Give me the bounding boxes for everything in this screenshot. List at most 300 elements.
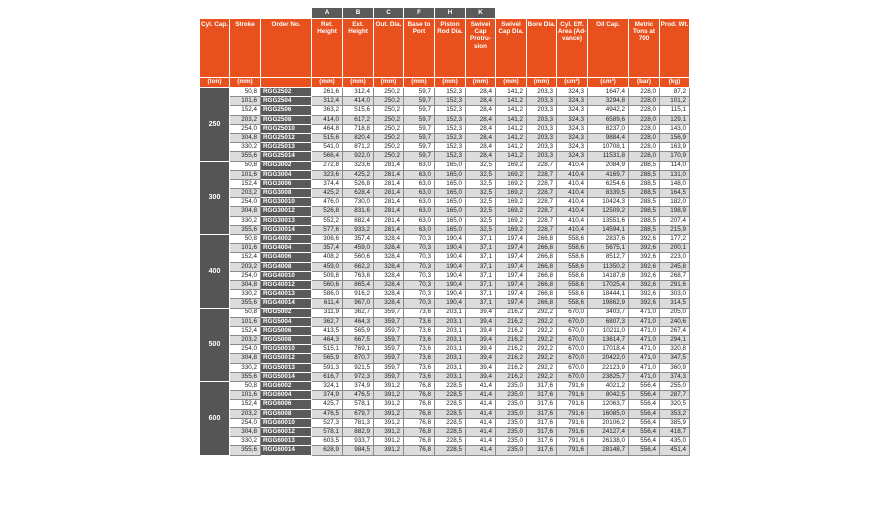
order-number-cell: RGG25012: [261, 133, 312, 142]
metric-tons-cell: 471,0: [629, 308, 660, 317]
effective-area-cell: 670,0: [557, 372, 588, 381]
metric-tons-cell: 288,5: [629, 179, 660, 188]
swivel-cap-diameter-cell: 235,0: [496, 446, 527, 455]
bore-diameter-cell: 317,6: [527, 400, 557, 409]
base-to-port-cell: 73,6: [404, 363, 435, 372]
base-to-port-cell: 70,3: [404, 253, 435, 262]
retracted-height-cell: 306,6: [312, 235, 343, 244]
order-number-cell: RGG40010: [261, 271, 312, 280]
base-to-port-cell: 73,6: [404, 354, 435, 363]
bore-diameter-cell: 228,7: [527, 198, 557, 207]
oil-capacity-cell: 12509,2: [588, 207, 629, 216]
base-to-port-cell: 73,6: [404, 326, 435, 335]
metric-tons-cell: 228,0: [629, 115, 660, 124]
base-to-port-cell: 70,3: [404, 290, 435, 299]
swivel-cap-diameter-cell: 216,2: [496, 326, 527, 335]
piston-rod-diameter-cell: 152,3: [435, 124, 466, 133]
piston-rod-diameter-cell: 165,0: [435, 198, 466, 207]
piston-rod-diameter-cell: 152,3: [435, 143, 466, 152]
oil-capacity-cell: 19862,9: [588, 299, 629, 308]
metric-tons-cell: 556,4: [629, 427, 660, 436]
stroke-cell: 50,8: [230, 88, 261, 97]
metric-tons-cell: 471,0: [629, 372, 660, 381]
effective-area-cell: 410,4: [557, 216, 588, 225]
outside-diameter-cell: 281,4: [374, 198, 404, 207]
header-order-number: Order No.: [261, 19, 312, 78]
swivel-cap-diameter-cell: 169,2: [496, 170, 527, 179]
stroke-cell: 101,6: [230, 244, 261, 253]
effective-area-cell: 670,0: [557, 308, 588, 317]
effective-area-cell: 558,6: [557, 280, 588, 289]
unit-label: (mm): [343, 78, 374, 88]
order-number-cell: RGG4008: [261, 262, 312, 271]
outside-diameter-cell: 359,7: [374, 336, 404, 345]
piston-rod-diameter-cell: 190,4: [435, 244, 466, 253]
oil-capacity-cell: 14187,8: [588, 271, 629, 280]
effective-area-cell: 670,0: [557, 336, 588, 345]
piston-rod-diameter-cell: 228,5: [435, 427, 466, 436]
swivel-cap-diameter-cell: 216,2: [496, 354, 527, 363]
effective-area-cell: 410,4: [557, 179, 588, 188]
oil-capacity-cell: 3403,7: [588, 308, 629, 317]
bore-diameter-cell: 292,2: [527, 345, 557, 354]
swivel-cap-diameter-cell: 169,2: [496, 179, 527, 188]
retracted-height-cell: 408,2: [312, 253, 343, 262]
swivel-cap-diameter-cell: 141,2: [496, 88, 527, 97]
extended-height-cell: 916,2: [343, 290, 374, 299]
swivel-cap-diameter-cell: 197,4: [496, 244, 527, 253]
bore-diameter-cell: 266,8: [527, 235, 557, 244]
piston-rod-diameter-cell: 190,4: [435, 262, 466, 271]
base-to-port-cell: 70,3: [404, 235, 435, 244]
stroke-cell: 203,2: [230, 115, 261, 124]
order-number-cell: RGG60013: [261, 437, 312, 446]
table-row: [200, 143, 690, 152]
stroke-cell: 330,2: [230, 437, 261, 446]
table-row: [200, 207, 690, 216]
oil-capacity-cell: 4169,7: [588, 170, 629, 179]
order-number-cell: RGG3006: [261, 179, 312, 188]
outside-diameter-cell: 391,2: [374, 409, 404, 418]
table-row: [200, 317, 690, 326]
header-outside-diameter: Out. Dia.: [374, 19, 404, 78]
order-number-cell: RGG2506: [261, 106, 312, 115]
piston-rod-diameter-cell: 190,4: [435, 253, 466, 262]
order-number-cell: RGG6004: [261, 391, 312, 400]
retracted-height-cell: 464,3: [312, 336, 343, 345]
swivel-cap-protrusion-cell: 28,4: [466, 97, 496, 106]
order-number-cell: RGG50010: [261, 345, 312, 354]
effective-area-cell: 558,6: [557, 235, 588, 244]
stroke-cell: 330,2: [230, 363, 261, 372]
order-number-cell: RGG30010: [261, 198, 312, 207]
table-row: [200, 290, 690, 299]
outside-diameter-cell: 281,4: [374, 207, 404, 216]
effective-area-cell: 558,6: [557, 253, 588, 262]
swivel-cap-protrusion-cell: 32,5: [466, 207, 496, 216]
outside-diameter-cell: 391,2: [374, 391, 404, 400]
order-number-cell: RGG30013: [261, 216, 312, 225]
product-weight-cell: 156,9: [660, 133, 690, 142]
extended-height-cell: 865,4: [343, 280, 374, 289]
extended-height-cell: 357,4: [343, 235, 374, 244]
oil-capacity-cell: 12063,7: [588, 400, 629, 409]
stroke-cell: 304,8: [230, 133, 261, 142]
swivel-cap-diameter-cell: 235,0: [496, 400, 527, 409]
retracted-height-cell: 526,8: [312, 207, 343, 216]
bore-diameter-cell: 203,3: [527, 115, 557, 124]
table-row: [200, 216, 690, 225]
order-number-cell: RGG3008: [261, 189, 312, 198]
outside-diameter-cell: 359,7: [374, 354, 404, 363]
table-row: [200, 97, 690, 106]
base-to-port-cell: 59,7: [404, 133, 435, 142]
stroke-cell: 50,8: [230, 382, 261, 391]
extended-height-cell: 718,8: [343, 124, 374, 133]
swivel-cap-protrusion-cell: 32,5: [466, 216, 496, 225]
unit-label: (cm²): [557, 78, 588, 88]
base-to-port-cell: 59,7: [404, 97, 435, 106]
metric-tons-cell: 288,5: [629, 170, 660, 179]
piston-rod-diameter-cell: 165,0: [435, 225, 466, 234]
base-to-port-cell: 73,6: [404, 308, 435, 317]
retracted-height-cell: 577,6: [312, 225, 343, 234]
outside-diameter-cell: 328,4: [374, 280, 404, 289]
unit-label: [261, 78, 312, 88]
spec-table-container: [199, 7, 690, 456]
table-row: [200, 189, 690, 198]
table-row: [200, 198, 690, 207]
swivel-cap-protrusion-cell: 37,1: [466, 271, 496, 280]
swivel-cap-diameter-cell: 235,0: [496, 391, 527, 400]
piston-rod-diameter-cell: 152,3: [435, 97, 466, 106]
outside-diameter-cell: 391,2: [374, 400, 404, 409]
stroke-cell: 101,6: [230, 97, 261, 106]
piston-rod-diameter-cell: 228,5: [435, 437, 466, 446]
retracted-height-cell: 324,1: [312, 382, 343, 391]
swivel-cap-protrusion-cell: 37,1: [466, 235, 496, 244]
product-weight-cell: 303,0: [660, 290, 690, 299]
stroke-cell: 355,6: [230, 225, 261, 234]
piston-rod-diameter-cell: 152,3: [435, 88, 466, 97]
retracted-height-cell: 527,3: [312, 418, 343, 427]
outside-diameter-cell: 328,4: [374, 271, 404, 280]
effective-area-cell: 324,3: [557, 143, 588, 152]
header-cylinder-capacity: Cyl. Cap.: [200, 19, 230, 78]
piston-rod-diameter-cell: 228,5: [435, 418, 466, 427]
bore-diameter-cell: 317,6: [527, 427, 557, 436]
outside-diameter-cell: 328,4: [374, 299, 404, 308]
bore-diameter-cell: 292,2: [527, 317, 557, 326]
bore-diameter-cell: 266,8: [527, 262, 557, 271]
table-row: [200, 345, 690, 354]
header-oil-capacity: Oil Cap.: [588, 19, 629, 78]
metric-tons-cell: 392,6: [629, 244, 660, 253]
order-number-cell: RGG5008: [261, 336, 312, 345]
product-weight-cell: 245,8: [660, 262, 690, 271]
swivel-cap-protrusion-cell: 41,4: [466, 400, 496, 409]
retracted-height-cell: 560,6: [312, 280, 343, 289]
retracted-height-cell: 425,7: [312, 400, 343, 409]
product-weight-cell: 215,9: [660, 225, 690, 234]
swivel-cap-protrusion-cell: 39,4: [466, 336, 496, 345]
base-to-port-cell: 76,8: [404, 418, 435, 427]
effective-area-cell: 558,6: [557, 299, 588, 308]
product-weight-cell: 200,1: [660, 244, 690, 253]
cylinder-spec-table: [199, 7, 690, 456]
table-row: [200, 400, 690, 409]
base-to-port-cell: 63,0: [404, 216, 435, 225]
stroke-cell: 355,6: [230, 299, 261, 308]
base-to-port-cell: 63,0: [404, 189, 435, 198]
table-row: [200, 363, 690, 372]
table-row: [200, 161, 690, 170]
metric-tons-cell: 471,0: [629, 317, 660, 326]
bore-diameter-cell: 266,8: [527, 244, 557, 253]
base-to-port-cell: 76,8: [404, 391, 435, 400]
bore-diameter-cell: 203,3: [527, 124, 557, 133]
base-to-port-cell: 63,0: [404, 170, 435, 179]
effective-area-cell: 791,6: [557, 382, 588, 391]
swivel-cap-protrusion-cell: 39,4: [466, 326, 496, 335]
order-number-cell: RGG25010: [261, 124, 312, 133]
swivel-cap-diameter-cell: 216,2: [496, 317, 527, 326]
swivel-cap-protrusion-cell: 41,4: [466, 382, 496, 391]
effective-area-cell: 410,4: [557, 207, 588, 216]
table-row: [200, 88, 690, 97]
extended-height-cell: 662,2: [343, 262, 374, 271]
swivel-cap-protrusion-cell: 39,4: [466, 354, 496, 363]
base-to-port-cell: 59,7: [404, 106, 435, 115]
swivel-cap-diameter-cell: 197,4: [496, 253, 527, 262]
product-weight-cell: 291,6: [660, 280, 690, 289]
swivel-cap-protrusion-cell: 28,4: [466, 115, 496, 124]
oil-capacity-cell: 5675,1: [588, 244, 629, 253]
metric-tons-cell: 392,6: [629, 262, 660, 271]
extended-height-cell: 933,7: [343, 437, 374, 446]
extended-height-cell: 921,5: [343, 363, 374, 372]
extended-height-cell: 459,0: [343, 244, 374, 253]
order-number-cell: RGG25013: [261, 143, 312, 152]
piston-rod-diameter-cell: 190,4: [435, 290, 466, 299]
oil-capacity-cell: 10211,0: [588, 326, 629, 335]
outside-diameter-cell: 250,2: [374, 115, 404, 124]
product-weight-cell: 131,0: [660, 170, 690, 179]
oil-capacity-cell: 4942,2: [588, 106, 629, 115]
product-weight-cell: 205,0: [660, 308, 690, 317]
stroke-cell: 152,4: [230, 400, 261, 409]
stroke-cell: 304,8: [230, 354, 261, 363]
bore-diameter-cell: 228,7: [527, 170, 557, 179]
base-to-port-cell: 59,7: [404, 88, 435, 97]
effective-area-cell: 324,3: [557, 133, 588, 142]
unit-label: (bar): [629, 78, 660, 88]
extended-height-cell: 323,6: [343, 161, 374, 170]
base-to-port-cell: 63,0: [404, 179, 435, 188]
swivel-cap-diameter-cell: 216,2: [496, 345, 527, 354]
bore-diameter-cell: 292,2: [527, 308, 557, 317]
metric-tons-cell: 228,0: [629, 88, 660, 97]
stroke-cell: 101,6: [230, 170, 261, 179]
swivel-cap-diameter-cell: 169,2: [496, 207, 527, 216]
retracted-height-cell: 603,5: [312, 437, 343, 446]
oil-capacity-cell: 17018,4: [588, 345, 629, 354]
stroke-cell: 50,8: [230, 235, 261, 244]
swivel-cap-diameter-cell: 235,0: [496, 427, 527, 436]
product-weight-cell: 177,2: [660, 235, 690, 244]
effective-area-cell: 670,0: [557, 317, 588, 326]
effective-area-cell: 558,6: [557, 262, 588, 271]
extended-height-cell: 476,5: [343, 391, 374, 400]
outside-diameter-cell: 281,4: [374, 161, 404, 170]
order-number-cell: RGG2504: [261, 97, 312, 106]
stroke-cell: 330,2: [230, 143, 261, 152]
retracted-height-cell: 552,2: [312, 216, 343, 225]
swivel-cap-protrusion-cell: 37,1: [466, 244, 496, 253]
oil-capacity-cell: 8237,0: [588, 124, 629, 133]
order-number-cell: RGG5004: [261, 317, 312, 326]
bore-diameter-cell: 203,3: [527, 143, 557, 152]
product-weight-cell: 294,1: [660, 336, 690, 345]
piston-rod-diameter-cell: 228,5: [435, 382, 466, 391]
dimension-letter: H: [435, 8, 466, 19]
outside-diameter-cell: 359,7: [374, 317, 404, 326]
table-row: [200, 372, 690, 381]
units-row: [200, 78, 690, 88]
swivel-cap-protrusion-cell: 28,4: [466, 143, 496, 152]
product-weight-cell: 347,5: [660, 354, 690, 363]
bore-diameter-cell: 228,7: [527, 179, 557, 188]
retracted-height-cell: 425,2: [312, 189, 343, 198]
outside-diameter-cell: 281,4: [374, 179, 404, 188]
oil-capacity-cell: 22123,9: [588, 363, 629, 372]
base-to-port-cell: 76,8: [404, 437, 435, 446]
table-row: [200, 299, 690, 308]
bore-diameter-cell: 266,8: [527, 280, 557, 289]
retracted-height-cell: 464,8: [312, 124, 343, 133]
swivel-cap-protrusion-cell: 28,4: [466, 133, 496, 142]
base-to-port-cell: 59,7: [404, 124, 435, 133]
metric-tons-cell: 471,0: [629, 363, 660, 372]
outside-diameter-cell: 391,2: [374, 446, 404, 455]
swivel-cap-diameter-cell: 197,4: [496, 271, 527, 280]
extended-height-cell: 882,4: [343, 216, 374, 225]
dimension-letter: A: [312, 8, 343, 19]
effective-area-cell: 324,3: [557, 124, 588, 133]
oil-capacity-cell: 11350,2: [588, 262, 629, 271]
header-retracted-height: Ret. Height: [312, 19, 343, 78]
retracted-height-cell: 311,9: [312, 308, 343, 317]
order-number-cell: RGG50013: [261, 363, 312, 372]
extended-height-cell: 820,4: [343, 133, 374, 142]
product-weight-cell: 223,0: [660, 253, 690, 262]
stroke-cell: 50,8: [230, 161, 261, 170]
oil-capacity-cell: 6807,3: [588, 317, 629, 326]
table-body: [200, 88, 690, 456]
stroke-cell: 304,8: [230, 427, 261, 436]
order-number-cell: RGG30012: [261, 207, 312, 216]
swivel-cap-diameter-cell: 169,2: [496, 198, 527, 207]
extended-height-cell: 565,9: [343, 326, 374, 335]
retracted-height-cell: 374,4: [312, 179, 343, 188]
bore-diameter-cell: 292,2: [527, 326, 557, 335]
base-to-port-cell: 76,8: [404, 409, 435, 418]
order-number-cell: RGG40013: [261, 290, 312, 299]
stroke-cell: 254,0: [230, 345, 261, 354]
order-number-cell: RGG3002: [261, 161, 312, 170]
stroke-cell: 254,0: [230, 418, 261, 427]
unit-label: (mm): [466, 78, 496, 88]
piston-rod-diameter-cell: 203,1: [435, 317, 466, 326]
table-row: [200, 170, 690, 179]
order-number-cell: RGG4006: [261, 253, 312, 262]
oil-capacity-cell: 4021,2: [588, 382, 629, 391]
bore-diameter-cell: 203,3: [527, 133, 557, 142]
retracted-height-cell: 611,4: [312, 299, 343, 308]
product-weight-cell: 114,0: [660, 161, 690, 170]
swivel-cap-protrusion-cell: 37,1: [466, 262, 496, 271]
base-to-port-cell: 63,0: [404, 225, 435, 234]
effective-area-cell: 670,0: [557, 326, 588, 335]
metric-tons-cell: 392,6: [629, 271, 660, 280]
effective-area-cell: 324,3: [557, 88, 588, 97]
table-row: [200, 391, 690, 400]
oil-capacity-cell: 24127,4: [588, 427, 629, 436]
outside-diameter-cell: 281,4: [374, 170, 404, 179]
base-to-port-cell: 59,7: [404, 115, 435, 124]
product-weight-cell: 182,0: [660, 198, 690, 207]
retracted-height-cell: 578,1: [312, 427, 343, 436]
bore-diameter-cell: 317,6: [527, 409, 557, 418]
swivel-cap-diameter-cell: 197,4: [496, 235, 527, 244]
extended-height-cell: 831,6: [343, 207, 374, 216]
metric-tons-cell: 288,5: [629, 189, 660, 198]
effective-area-cell: 410,4: [557, 198, 588, 207]
effective-area-cell: 670,0: [557, 354, 588, 363]
outside-diameter-cell: 391,2: [374, 418, 404, 427]
metric-tons-cell: 471,0: [629, 326, 660, 335]
retracted-height-cell: 362,7: [312, 317, 343, 326]
table-row: [200, 152, 690, 161]
stroke-cell: 254,0: [230, 198, 261, 207]
piston-rod-diameter-cell: 203,1: [435, 308, 466, 317]
extended-height-cell: 362,7: [343, 308, 374, 317]
unit-label: (mm): [312, 78, 343, 88]
product-weight-cell: 360,9: [660, 363, 690, 372]
outside-diameter-cell: 391,2: [374, 437, 404, 446]
stroke-cell: 152,4: [230, 106, 261, 115]
base-to-port-cell: 63,0: [404, 207, 435, 216]
bore-diameter-cell: 317,6: [527, 391, 557, 400]
effective-area-cell: 791,6: [557, 400, 588, 409]
retracted-height-cell: 357,4: [312, 244, 343, 253]
bore-diameter-cell: 317,6: [527, 446, 557, 455]
product-weight-cell: 255,0: [660, 382, 690, 391]
piston-rod-diameter-cell: 203,1: [435, 336, 466, 345]
unit-label: (mm): [404, 78, 435, 88]
bore-diameter-cell: 317,6: [527, 437, 557, 446]
swivel-cap-protrusion-cell: 39,4: [466, 317, 496, 326]
swivel-cap-diameter-cell: 216,2: [496, 336, 527, 345]
piston-rod-diameter-cell: 190,4: [435, 235, 466, 244]
header-base-to-port: Base to Port: [404, 19, 435, 78]
order-number-cell: RGG40014: [261, 299, 312, 308]
base-to-port-cell: 76,8: [404, 427, 435, 436]
swivel-cap-diameter-cell: 141,2: [496, 152, 527, 161]
extended-height-cell: 781,3: [343, 418, 374, 427]
metric-tons-cell: 556,4: [629, 400, 660, 409]
order-number-cell: RGG25014: [261, 152, 312, 161]
